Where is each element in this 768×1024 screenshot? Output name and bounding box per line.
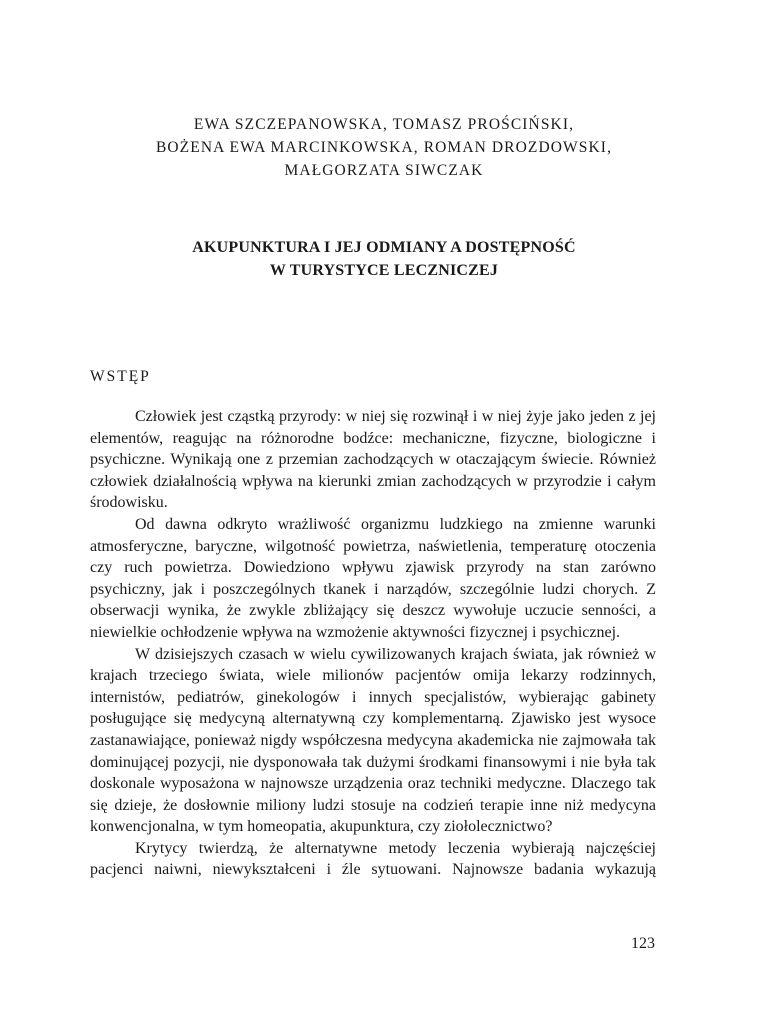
- author-line-2: BOŻENA EWA MARCINKOWSKA, ROMAN DROZDOWSKI,: [155, 139, 613, 156]
- body-text: [90, 406, 656, 881]
- paragraph-2: Od dawna odkryto wrażliwość organizmu ludzkiego na zmienne warunki atmosferyczne, baryczne, wilgotność powietrza, naświetlenia, temperaturę otoczenia czy ruch powietrza. Dowiedziono wpływu zjawisk przyrody na stan zarówno psychiczny, jak i poszczególnych tkanek i narządów, szczególnie ludzi chorych. Z obserwacji wynika, że zwykle zbliżający się deszcz wywołuje uczucie senności, a niewielkie ochłodzenie wpływa na wzmożenie aktywności fizycznej i psychicznej.: [90, 515, 656, 641]
- paper-title: [0, 236, 768, 282]
- author-line-3: MAŁGORZATA SIWCZAK: [284, 162, 484, 179]
- author-list: [0, 113, 768, 182]
- paragraph-4: Krytycy twierdzą, że alternatywne metody leczenia wybierają najczęściej pacjenci naiwni, niewykształceni i źle sytuowani. Najnowsze badania wykazują: [90, 839, 656, 879]
- title-line-2: W TURYSTYCE LECZNICZEJ: [269, 262, 499, 279]
- title-line-1: AKUPUNKTURA I JEJ ODMIANY A DOSTĘPNOŚĆ: [192, 239, 576, 256]
- paragraph-1: Człowiek jest cząstką przyrody: w niej się rozwinął i w niej żyje jako jeden z jej elementów, reagując na różnorodne bodźce: mechaniczne, fizyczne, biologiczne i psychiczne. Wynikają one z przemian zachodzących w otaczającym świecie. Również człowiek działalnością wpływa na kierunki zmian zachodzących w przyrodzie i całym środowisku.: [90, 408, 656, 512]
- page-number: 123: [631, 935, 655, 952]
- section-heading: WSTĘP: [90, 368, 151, 385]
- paragraph-3: W dzisiejszych czasach w wielu cywilizowanych krajach świata, jak również w krajach trzeciego świata, wiele milionów pacjentów omija lekarzy rodzinnych, internistów, pediatrów, ginekologów i innych specjalistów, wybierając gabinety posługujące się medycyną alternatywną czy komplementarną. Zjawisko jest wysoce zastanawiające, ponieważ nigdy współczesna medycyna akademicka nie zajmowała tak dominującej pozycji, nie dysponowała tak dużymi środkami finansowymi i nie była tak doskonale wyposażona w najnowsze urządzenia oraz techniki medyczne. Dlaczego tak się dzieje, że dosłownie miliony ludzi stosuje na codzień terapie inne niż medycyna konwencjonalna, w tym homeopatia, akupunktura, czy ziołolecznictwo?: [90, 645, 656, 836]
- author-line-1: EWA SZCZEPANOWSKA, TOMASZ PROŚCIŃSKI,: [193, 116, 575, 133]
